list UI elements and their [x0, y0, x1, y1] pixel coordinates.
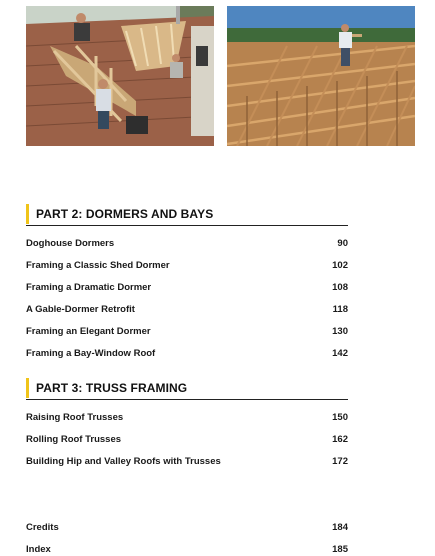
toc-entry[interactable] — [26, 542, 348, 556]
part2-section — [26, 203, 348, 226]
part3-heading — [26, 377, 348, 400]
toc-entry-page: 102 — [332, 259, 348, 271]
toc-entry-page: 172 — [332, 455, 348, 467]
part2-title: PART 2: DORMERS AND BAYS — [36, 207, 214, 221]
toc-entry-title: A Gable-Dormer Retrofit — [26, 303, 135, 315]
toc-entry-page: 118 — [332, 303, 348, 315]
toc-entry[interactable] — [26, 346, 348, 360]
toc-entry-title: Framing a Dramatic Dormer — [26, 281, 152, 293]
toc-entry-title: Credits — [26, 521, 59, 533]
toc-entry-title: Framing a Bay-Window Roof — [26, 347, 156, 359]
part3-title: PART 3: TRUSS FRAMING — [36, 381, 188, 395]
toc-entry-page: 130 — [332, 325, 348, 337]
toc-entry[interactable] — [26, 236, 348, 250]
roof-dormer-framing-photo — [26, 6, 214, 146]
toc-entry[interactable] — [26, 302, 348, 316]
toc-entry[interactable] — [26, 410, 348, 424]
toc-entry-title: Doghouse Dormers — [26, 237, 115, 249]
toc-entry[interactable] — [26, 258, 348, 272]
toc-entry[interactable] — [26, 454, 348, 468]
toc-entry-page: 108 — [332, 281, 348, 293]
toc-entry-page: 142 — [332, 347, 348, 359]
part2-heading — [26, 203, 348, 226]
accent-bar — [26, 378, 29, 398]
truss-framing-photo — [227, 6, 415, 146]
toc-entry-page: 90 — [337, 237, 348, 249]
toc-entry[interactable] — [26, 520, 348, 534]
toc-entry-page: 184 — [332, 521, 348, 533]
toc-entry[interactable] — [26, 432, 348, 446]
toc-entry[interactable] — [26, 324, 348, 338]
toc-entry-page: 150 — [332, 411, 348, 423]
toc-entry-title: Framing a Classic Shed Dormer — [26, 259, 170, 271]
toc-entry-title: Raising Roof Trusses — [26, 411, 124, 423]
toc-entry-title: Building Hip and Valley Roofs with Trusses — [26, 455, 221, 467]
toc-entry[interactable] — [26, 280, 348, 294]
toc-entry-page: 185 — [332, 543, 348, 555]
part3-section — [26, 377, 348, 400]
toc-entry-title: Rolling Roof Trusses — [26, 433, 122, 445]
toc-entry-title: Index — [26, 543, 51, 555]
toc-entry-page: 162 — [332, 433, 348, 445]
accent-bar — [26, 204, 29, 224]
toc-entry-title: Framing an Elegant Dormer — [26, 325, 151, 337]
